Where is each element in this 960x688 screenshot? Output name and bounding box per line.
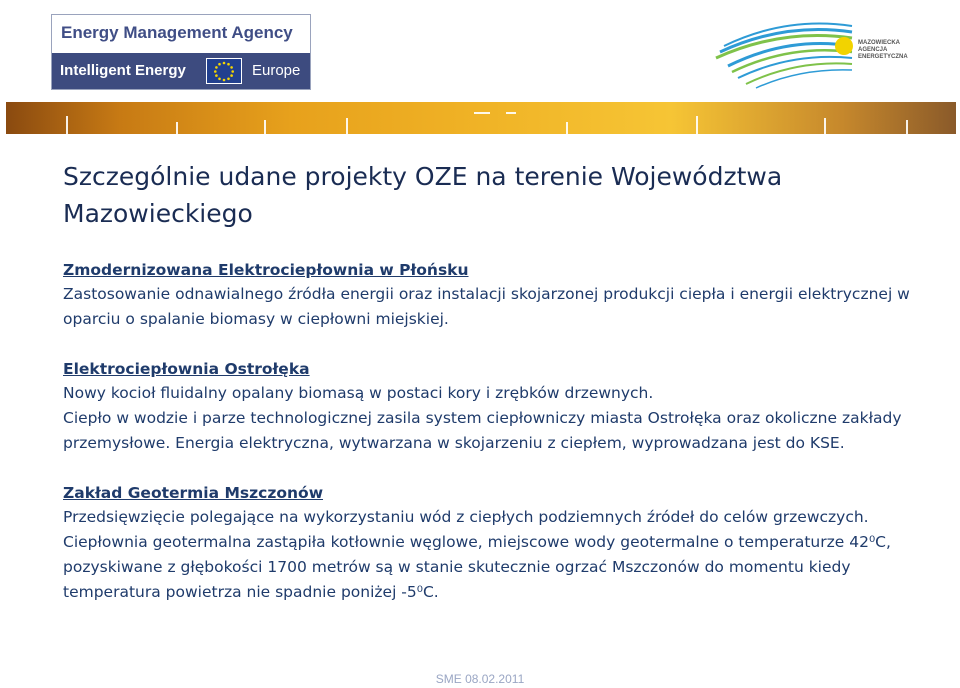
- decorative-banner: [6, 102, 956, 134]
- energy-management-agency-logo: [51, 14, 311, 90]
- sun-icon: [835, 37, 853, 55]
- section-mszczonow: [63, 481, 923, 605]
- section-paragraph: Nowy kocioł fluidalny opalany biomasą w postaci kory i zrębków drzewnych.: [63, 384, 654, 402]
- eia-logo-bottom: [52, 53, 310, 89]
- section-title: Zmodernizowana Elektrociepłownia w Płońsku: [63, 261, 469, 279]
- section-paragraph: Przedsięwzięcie polegające na wykorzystaniu wód z ciepłych podziemnych źródeł do celów grzewczych.: [63, 508, 869, 526]
- eia-agency-text: Energy Management Agency: [61, 23, 293, 42]
- section-ostroleka: [63, 357, 923, 456]
- section-title: Zakład Geotermia Mszczonów: [63, 484, 324, 502]
- footer-text: SME 08.02.2011: [435, 672, 525, 686]
- section-title: Elektrociepłownia Ostrołęka: [63, 360, 310, 378]
- section-plonsk: [63, 258, 923, 332]
- section-paragraph: Ciepłownia geotermalna zastąpiła kotłownie węglowe, miejscowe wody geotermalne o temperaturze 42⁰C, pozyskiwane z głębokości 1700 metrów są w stanie skutecznie ogrzać Mszczonów do momentu kiedy temperatura powietrza nie spadnie poniżej -5⁰C.: [63, 533, 891, 601]
- eia-program-text: Intelligent Energy: [60, 62, 186, 79]
- eia-region-text: Europe: [252, 62, 301, 79]
- maz-logo-text: MAZOWIECKA AGENCJA ENERGETYCZNA: [858, 40, 908, 60]
- eu-flag-icon: [206, 58, 242, 84]
- eia-logo-top: [52, 15, 310, 53]
- page-title: Szczególnie udane projekty OZE na terenie Województwa Mazowieckiego: [63, 162, 783, 228]
- mazowiecka-agencja-logo: [712, 10, 912, 100]
- header: [0, 0, 960, 150]
- section-paragraph: Ciepło w wodzie i parze technologicznej zasila system ciepłowniczy miasta Ostrołęka oraz okoliczne zakłady przemysłowe. Energia elektryczna, wytwarzana w skojarzeniu z ciepłem, wyprowadzana jest do KSE.: [63, 409, 902, 452]
- content: [63, 258, 923, 630]
- section-paragraph: Zastosowanie odnawialnego źródła energii oraz instalacji skojarzonej produkcji ciepła i energii elektrycznej w oparciu o spalanie biomasy w ciepłowni miejskiej.: [63, 285, 910, 328]
